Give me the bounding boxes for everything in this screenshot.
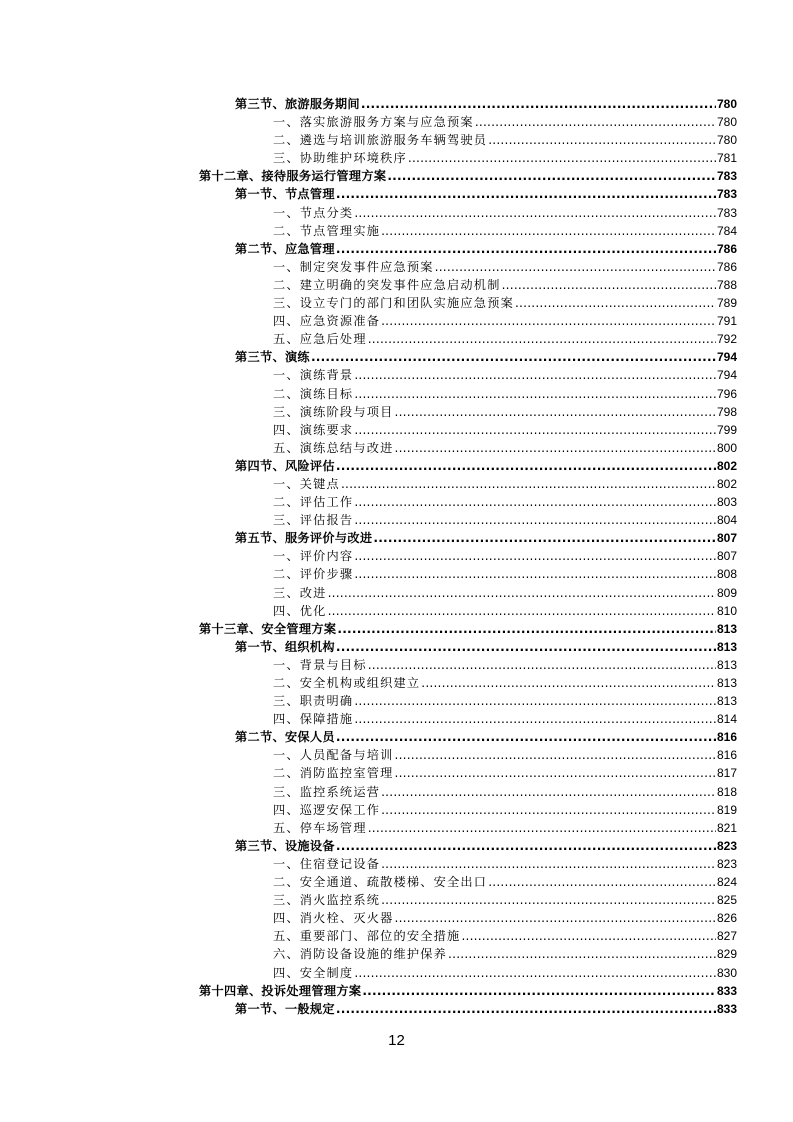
toc-entry-title: 二、评估工作	[273, 495, 354, 510]
toc-entry-title: 一、评价内容	[273, 549, 354, 564]
toc-section-entry[interactable]	[0, 1000, 793, 1018]
toc-dot-leader	[475, 113, 716, 131]
toc-entry-line	[273, 475, 737, 493]
toc-dot-leader	[395, 746, 716, 764]
toc-entry-line	[273, 964, 737, 982]
toc-subsection-entry[interactable]	[0, 439, 793, 457]
toc-entry-page: 783	[716, 169, 737, 184]
toc-entry-page: 813	[716, 694, 737, 709]
toc-entry-line	[273, 602, 737, 620]
toc-section-entry[interactable]	[0, 240, 793, 258]
toc-subsection-entry[interactable]	[0, 330, 793, 348]
toc-entry-title: 第五节、服务评价与改进	[235, 531, 373, 546]
toc-entry-page: 802	[716, 458, 737, 473]
toc-dot-leader	[368, 819, 716, 837]
toc-dot-leader	[461, 927, 716, 945]
toc-entry-title: 四、优化	[273, 603, 327, 618]
toc-dot-leader	[381, 801, 716, 819]
toc-entry-title: 二、安全通道、疏散楼梯、安全出口	[273, 875, 488, 890]
toc-section-entry[interactable]	[0, 95, 793, 113]
toc-entry-title: 一、演练背景	[273, 368, 354, 383]
toc-entry-page: 813	[716, 657, 737, 672]
toc-subsection-entry[interactable]	[0, 692, 793, 710]
toc-entry-page: 807	[716, 531, 737, 546]
toc-entry-line	[273, 131, 737, 149]
toc-dot-leader	[502, 276, 716, 294]
toc-entry-line	[273, 294, 737, 312]
toc-entry-title: 第十二章、接待服务运行管理方案	[199, 169, 387, 184]
toc-entry-line	[273, 927, 737, 945]
toc-dot-leader	[381, 312, 716, 330]
toc-entry-title: 三、评估报告	[273, 513, 354, 528]
toc-entry-title: 三、演练阶段与项目	[273, 404, 394, 419]
toc-entry-page: 794	[716, 368, 737, 383]
toc-section-entry[interactable]	[0, 728, 793, 746]
toc-subsection-entry[interactable]	[0, 819, 793, 837]
toc-entry-title: 四、演练要求	[273, 422, 354, 437]
toc-entry-line	[199, 167, 737, 185]
toc-subsection-entry[interactable]	[0, 258, 793, 276]
toc-entry-page: 814	[716, 712, 737, 727]
toc-dot-leader	[354, 964, 716, 982]
toc-entry-page: 818	[716, 784, 737, 799]
toc-subsection-entry[interactable]	[0, 964, 793, 982]
toc-entry-page: 823	[716, 856, 737, 871]
toc-entry-line	[273, 113, 737, 131]
toc-section-entry[interactable]	[0, 457, 793, 475]
toc-subsection-entry[interactable]	[0, 764, 793, 782]
toc-dot-leader	[354, 710, 716, 728]
toc-dot-leader	[381, 855, 716, 873]
toc-entry-line	[273, 222, 737, 240]
toc-dot-leader	[435, 258, 716, 276]
toc-entry-line	[273, 783, 737, 801]
toc-dot-leader	[336, 1000, 716, 1018]
toc-entry-line	[273, 710, 737, 728]
toc-entry-line	[273, 891, 737, 909]
toc-entry-page: 816	[716, 730, 737, 745]
toc-entry-page: 827	[716, 929, 737, 944]
toc-dot-leader	[354, 692, 716, 710]
toc-chapter-entry[interactable]	[0, 167, 793, 185]
toc-entry-page: 816	[716, 748, 737, 763]
toc-entry-title: 二、遴选与培训旅游服务车辆驾驶员	[273, 133, 488, 148]
toc-entry-page: 786	[716, 241, 737, 256]
toc-entry-page: 804	[716, 513, 737, 528]
toc-entry-title: 一、制定突发事件应急预案	[273, 259, 434, 274]
toc-dot-leader	[354, 204, 716, 222]
toc-entry-page: 780	[716, 97, 737, 111]
toc-dot-leader	[336, 457, 716, 475]
toc-subsection-entry[interactable]	[0, 945, 793, 963]
table-of-contents	[0, 95, 793, 1018]
toc-entry-line	[235, 728, 737, 746]
toc-entry-line	[273, 258, 737, 276]
toc-subsection-entry[interactable]	[0, 403, 793, 421]
toc-entry-page: 809	[716, 585, 737, 600]
toc-entry-page: 789	[716, 296, 737, 311]
toc-entry-page: 784	[716, 223, 737, 238]
toc-entry-page: 788	[716, 277, 737, 292]
toc-subsection-entry[interactable]	[0, 511, 793, 529]
toc-entry-line	[273, 584, 737, 602]
toc-section-entry[interactable]	[0, 638, 793, 656]
toc-dot-leader	[354, 547, 716, 565]
toc-entry-page: 817	[716, 766, 737, 781]
toc-entry-title: 第三节、旅游服务期间	[235, 97, 360, 111]
toc-dot-leader	[368, 656, 716, 674]
toc-entry-line	[273, 366, 737, 384]
toc-entry-line	[273, 565, 737, 583]
toc-entry-line	[273, 873, 737, 891]
toc-entry-title: 一、节点分类	[273, 205, 354, 220]
toc-entry-title: 一、人员配备与培训	[273, 748, 394, 763]
toc-entry-page: 796	[716, 386, 737, 401]
toc-dot-leader	[488, 873, 716, 891]
toc-dot-leader	[336, 837, 716, 855]
toc-dot-leader	[395, 439, 716, 457]
toc-subsection-entry[interactable]	[0, 565, 793, 583]
toc-entry-page: 792	[716, 332, 737, 347]
toc-subsection-entry[interactable]	[0, 656, 793, 674]
toc-dot-leader	[336, 728, 716, 746]
toc-entry-title: 五、演练总结与改进	[273, 440, 394, 455]
toc-entry-title: 三、消火监控系统	[273, 893, 381, 908]
toc-entry-title: 三、改进	[273, 585, 327, 600]
toc-dot-leader	[395, 403, 716, 421]
toc-dot-leader	[354, 421, 716, 439]
toc-dot-leader	[336, 240, 716, 258]
toc-dot-leader	[354, 511, 716, 529]
toc-entry-line	[199, 982, 737, 1000]
toc-entry-page: 780	[716, 115, 737, 130]
toc-entry-line	[273, 439, 737, 457]
toc-entry-page: 813	[716, 639, 737, 654]
toc-section-entry[interactable]	[0, 185, 793, 203]
toc-entry-title: 第三节、演练	[235, 350, 310, 365]
toc-entry-page: 810	[716, 603, 737, 618]
toc-entry-page: 780	[716, 133, 737, 148]
toc-entry-line	[235, 638, 737, 656]
toc-dot-leader	[373, 529, 716, 547]
toc-subsection-entry[interactable]	[0, 801, 793, 819]
toc-subsection-entry[interactable]	[0, 783, 793, 801]
toc-subsection-entry[interactable]	[0, 891, 793, 909]
toc-dot-leader	[387, 167, 716, 185]
toc-subsection-entry[interactable]	[0, 493, 793, 511]
toc-dot-leader	[448, 945, 716, 963]
toc-entry-page: 813	[716, 676, 737, 690]
toc-subsection-entry[interactable]	[0, 475, 793, 493]
toc-subsection-entry[interactable]	[0, 873, 793, 891]
toc-entry-line	[273, 547, 737, 565]
toc-dot-leader	[341, 475, 716, 493]
toc-entry-line	[273, 276, 737, 294]
toc-entry-title: 第一节、节点管理	[235, 187, 335, 202]
toc-subsection-entry[interactable]	[0, 602, 793, 620]
toc-entry-title: 第一节、一般规定	[235, 1001, 335, 1016]
toc-section-entry[interactable]	[0, 837, 793, 855]
toc-entry-line	[273, 493, 737, 511]
toc-dot-leader	[421, 674, 716, 692]
toc-entry-title: 四、消火栓、灭火器	[273, 911, 394, 926]
toc-subsection-entry[interactable]	[0, 113, 793, 131]
toc-entry-page: 807	[716, 549, 737, 564]
toc-entry-page: 803	[716, 495, 737, 510]
toc-entry-line	[273, 819, 737, 837]
toc-subsection-entry[interactable]	[0, 421, 793, 439]
toc-entry-title: 四、巡逻安保工作	[273, 802, 381, 817]
toc-entry-line	[273, 746, 737, 764]
toc-dot-leader	[395, 909, 716, 927]
toc-entry-title: 第二节、安保人员	[235, 730, 335, 745]
toc-dot-leader	[381, 783, 716, 801]
toc-entry-page: 802	[716, 476, 737, 491]
toc-dot-leader	[354, 366, 716, 384]
toc-entry-title: 第十三章、安全管理方案	[199, 621, 337, 636]
toc-entry-page: 798	[716, 404, 737, 419]
toc-section-entry[interactable]	[0, 529, 793, 547]
toc-entry-title: 一、住宿登记设备	[273, 856, 381, 871]
toc-entry-title: 二、评价步骤	[273, 567, 354, 582]
toc-dot-leader	[354, 385, 716, 403]
toc-subsection-entry[interactable]	[0, 385, 793, 403]
toc-dot-leader	[395, 764, 716, 782]
toc-subsection-entry[interactable]	[0, 746, 793, 764]
toc-entry-line	[235, 837, 737, 855]
toc-subsection-entry[interactable]	[0, 710, 793, 728]
toc-entry-page: 794	[716, 350, 737, 365]
page-number: 12	[388, 1032, 405, 1049]
toc-dot-leader	[328, 602, 716, 620]
toc-subsection-entry[interactable]	[0, 276, 793, 294]
toc-dot-leader	[368, 330, 716, 348]
toc-entry-line	[235, 457, 737, 475]
toc-dot-leader	[311, 348, 716, 366]
toc-entry-title: 三、协助维护环境秩序	[273, 151, 407, 166]
toc-entry-line	[273, 149, 737, 167]
toc-entry-title: 四、保障措施	[273, 712, 354, 727]
toc-subsection-entry[interactable]	[0, 131, 793, 149]
toc-entry-line	[273, 764, 737, 782]
toc-entry-page: 786	[716, 259, 737, 274]
toc-entry-line	[273, 204, 737, 222]
toc-entry-line	[273, 330, 737, 348]
toc-subsection-entry[interactable]	[0, 149, 793, 167]
toc-subsection-entry[interactable]	[0, 222, 793, 240]
toc-entry-line	[235, 95, 737, 113]
toc-dot-leader	[336, 185, 716, 203]
toc-entry-title: 五、停车场管理	[273, 820, 367, 835]
toc-entry-title: 二、节点管理实施	[273, 223, 381, 238]
toc-subsection-entry[interactable]	[0, 294, 793, 312]
toc-entry-title: 一、关键点	[273, 476, 340, 491]
toc-entry-page: 829	[716, 947, 737, 962]
toc-entry-title: 一、落实旅游服务方案与应急预案	[273, 115, 474, 130]
toc-subsection-entry[interactable]	[0, 547, 793, 565]
toc-subsection-entry[interactable]	[0, 204, 793, 222]
toc-subsection-entry[interactable]	[0, 312, 793, 330]
toc-entry-title: 五、重要部门、部位的安全措施	[273, 929, 461, 944]
toc-entry-title: 五、应急后处理	[273, 332, 367, 347]
toc-entry-title: 第四节、风险评估	[235, 458, 335, 473]
toc-entry-line	[273, 801, 737, 819]
toc-entry-title: 第二节、应急管理	[235, 241, 335, 256]
toc-subsection-entry[interactable]	[0, 366, 793, 384]
toc-entry-title: 二、演练目标	[273, 386, 354, 401]
toc-subsection-entry[interactable]	[0, 674, 793, 692]
toc-entry-line	[273, 692, 737, 710]
toc-dot-leader	[336, 638, 716, 656]
toc-entry-title: 一、背景与目标	[273, 657, 367, 672]
toc-entry-line	[273, 421, 737, 439]
toc-entry-page: 821	[716, 820, 737, 835]
toc-entry-title: 三、职责明确	[273, 694, 354, 709]
toc-entry-title: 三、监控系统运营	[273, 784, 381, 799]
toc-subsection-entry[interactable]	[0, 909, 793, 927]
toc-entry-title: 六、消防设备设施的维护保养	[273, 947, 448, 962]
toc-entry-page: 808	[716, 567, 737, 582]
toc-entry-page: 783	[716, 187, 737, 202]
toc-entry-page: 833	[716, 1001, 737, 1016]
toc-entry-line	[273, 385, 737, 403]
toc-entry-line	[235, 1000, 737, 1018]
toc-entry-line	[273, 312, 737, 330]
toc-dot-leader	[515, 294, 716, 312]
toc-entry-title: 三、设立专门的部门和团队实施应急预案	[273, 296, 514, 311]
toc-entry-title: 四、安全制度	[273, 965, 354, 980]
toc-entry-title: 二、安全机构或组织建立	[273, 676, 421, 690]
toc-entry-page: 819	[716, 802, 737, 817]
toc-entry-line	[273, 511, 737, 529]
toc-entry-line	[235, 185, 737, 203]
toc-entry-title: 二、消防监控室管理	[273, 766, 394, 781]
toc-dot-leader	[381, 891, 716, 909]
toc-entry-page: 824	[716, 875, 737, 890]
toc-entry-title: 第十四章、投诉处理管理方案	[199, 983, 362, 998]
toc-entry-page: 783	[716, 205, 737, 220]
toc-dot-leader	[381, 222, 716, 240]
toc-dot-leader	[354, 493, 716, 511]
toc-entry-line	[273, 674, 737, 692]
toc-entry-page: 823	[716, 838, 737, 853]
toc-chapter-entry[interactable]	[0, 982, 793, 1000]
toc-entry-line	[273, 403, 737, 421]
toc-entry-page: 825	[716, 893, 737, 908]
toc-entry-title: 第一节、组织机构	[235, 639, 335, 654]
toc-entry-title: 四、应急资源准备	[273, 314, 381, 329]
toc-entry-line	[235, 529, 737, 547]
toc-entry-title: 第三节、设施设备	[235, 838, 335, 853]
toc-entry-page: 781	[716, 151, 737, 166]
toc-entry-page: 826	[716, 911, 737, 926]
toc-chapter-entry[interactable]	[0, 620, 793, 638]
toc-dot-leader	[337, 620, 716, 638]
toc-entry-page: 830	[716, 965, 737, 980]
toc-subsection-entry[interactable]	[0, 855, 793, 873]
toc-entry-page: 813	[716, 621, 737, 636]
toc-dot-leader	[328, 584, 716, 602]
toc-entry-page: 791	[716, 314, 737, 329]
toc-entry-line	[235, 348, 737, 366]
toc-dot-leader	[408, 149, 716, 167]
toc-dot-leader	[354, 565, 716, 583]
toc-dot-leader	[362, 982, 716, 1000]
toc-entry-line	[235, 240, 737, 258]
toc-entry-page: 833	[716, 983, 737, 998]
toc-dot-leader	[488, 131, 716, 149]
toc-entry-page: 799	[716, 422, 737, 437]
toc-subsection-entry[interactable]	[0, 584, 793, 602]
toc-entry-line	[199, 620, 737, 638]
toc-dot-leader	[361, 95, 716, 113]
toc-section-entry[interactable]	[0, 348, 793, 366]
toc-entry-line	[273, 855, 737, 873]
toc-entry-title: 二、建立明确的突发事件应急启动机制	[273, 277, 501, 292]
toc-subsection-entry[interactable]	[0, 927, 793, 945]
toc-entry-line	[273, 945, 737, 963]
toc-entry-line	[273, 909, 737, 927]
toc-entry-page: 800	[716, 440, 737, 455]
toc-entry-line	[273, 656, 737, 674]
